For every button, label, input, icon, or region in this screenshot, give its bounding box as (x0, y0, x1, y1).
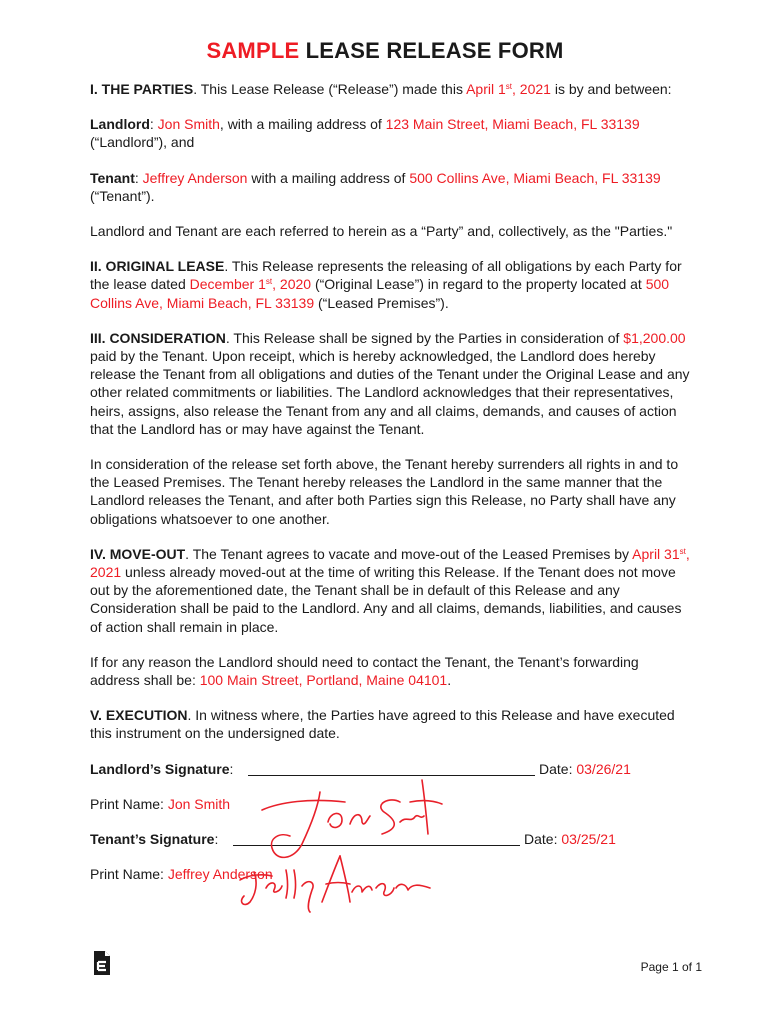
page-number: Page 1 of 1 (640, 960, 702, 974)
body-text: (“Original Lease”) in regard to the property located at (311, 276, 646, 293)
date-day: December 1 (189, 276, 266, 293)
date-year: , 2020 (272, 276, 312, 293)
party-definition: Landlord and Tenant are each referred to herein as a “Party” and, collectively, as the "Parties." (90, 223, 673, 240)
signature-stroke (326, 883, 350, 885)
tenant-name: Jeffrey Anderson (142, 169, 248, 186)
signature-stroke (410, 801, 442, 804)
date-suffix: st (265, 277, 273, 287)
section-heading: IV. MOVE-OUT (90, 545, 186, 562)
leased-premises-address: 500 Collins Ave, Miami Beach, FL 33139 (90, 276, 670, 311)
date-label: Date: (524, 830, 562, 847)
section-heading: V. EXECUTION (90, 707, 188, 724)
signature-stroke (422, 780, 428, 834)
print-name-label: Print Name: (90, 865, 168, 882)
body-text: . (447, 672, 452, 689)
tenant-signature-label: Tenant’s Signature (90, 830, 215, 847)
landlord-name: Jon Smith (157, 116, 220, 133)
signature-stroke (286, 870, 288, 898)
lease-date (190, 276, 311, 292)
body-text: unless already moved-out at the time of writing this Release. If the Tenant does not move out by the aforementioned date, the Tenant shall be in default of this Release and any Consideration shall be paid to the Landlord. Any and all claims, demands, liabilities, and causes of action shall remain in place. (90, 564, 682, 635)
landlord-clause (90, 115, 690, 151)
signature-stroke (396, 884, 430, 890)
body-text: paid by the Tenant. Upon receipt, which is hereby acknowledged, the Landlord does hereby release the Tenant from all obligations and duties of the Tenant under the Original Lease and any other related commitments or liabilities. The Landlord acknowledges that their representatives, heirs, assigns, also release the Tenant from any and all claims, demands, and causes of action that the Landlord has or may have against the Tenant. (90, 348, 690, 437)
body-text: . This Release represents the releasing of all obligations by each Party for the lease dated (90, 258, 682, 293)
signature-stroke (302, 882, 313, 912)
landlord-address: 123 Main Street, Miami Beach, FL 33139 (385, 116, 640, 133)
section-move-out (90, 545, 690, 636)
section-original-lease (90, 257, 690, 312)
colon: : (229, 760, 234, 777)
body-text: . The Tenant agrees to vacate and move-out of the Leased Premises by (185, 545, 633, 562)
body-text: (“Leased Premises”). (314, 294, 449, 311)
forwarding-address-paragraph (90, 653, 690, 689)
signature-stroke (328, 813, 342, 827)
body-text: . This Release shall be signed by the Parties in consideration of (225, 329, 624, 346)
tenant-address: 500 Collins Ave, Miami Beach, FL 33139 (409, 169, 661, 186)
signature-stroke (381, 800, 400, 834)
section-heading: I. THE PARTIES (90, 81, 194, 97)
date-suffix: st (679, 546, 686, 556)
document-logo-icon (92, 950, 112, 976)
body-text: with a mailing address of (247, 169, 410, 186)
signature-stroke (400, 816, 424, 822)
body-text: , with a mailing address of (219, 116, 386, 133)
date-suffix: st (505, 82, 512, 91)
signature-stroke (340, 856, 350, 902)
signature-stroke (350, 815, 370, 824)
forwarding-address: 100 Main Street, Portland, Maine 04101 (199, 672, 448, 689)
tenant-label: Tenant (90, 169, 135, 186)
section-heading: III. CONSIDERATION (90, 329, 226, 346)
date-year: , 2021 (512, 81, 551, 97)
body-text: . In witness where, the Parties have agreed to this Release and have executed this instrument on the undersigned date. (90, 707, 675, 742)
date-value: 03/25/21 (561, 830, 616, 847)
body-text: is by and between: (550, 81, 672, 97)
signature-stroke (266, 883, 282, 892)
section-heading: II. ORIGINAL LEASE (90, 258, 225, 275)
tenant-clause (90, 169, 690, 205)
body-text: (“Tenant”). (90, 187, 155, 204)
landlord-label: Landlord (90, 116, 150, 133)
tenant-handwritten-signature (236, 852, 436, 917)
landlord-date (539, 760, 631, 778)
consideration-paragraph-2: In consideration of the release set forth above, the Tenant hereby surrenders all rights in and to the Leased Premises. The Tenant hereby releases the Landlord in the same manner that the Landlord releases the Tenant, and after both Parties sign this Release, no Party shall have any obligations whatsoever to one another. (90, 456, 679, 527)
print-name-label: Print Name: (90, 795, 168, 812)
signature-stroke (262, 800, 345, 810)
date-day: April 1 (466, 81, 506, 97)
signature-stroke (376, 884, 394, 896)
body-text: If for any reason the Landlord should need to contact the Tenant, the Tenant’s forwarding address shall be: (90, 653, 639, 689)
title-rest: LEASE RELEASE FORM (299, 38, 564, 63)
colon: : (149, 116, 158, 133)
date-label: Date: (539, 760, 577, 777)
colon: : (134, 169, 143, 186)
colon: : (214, 830, 219, 847)
signature-stroke (352, 886, 372, 892)
body-text: (“Landlord”), and (90, 134, 195, 151)
print-name-value: Jon Smith (167, 795, 231, 812)
section-parties (90, 80, 690, 98)
landlord-signature-label: Landlord’s Signature (90, 760, 230, 777)
tenant-date (524, 830, 616, 848)
date-year: , 2021 (90, 545, 690, 581)
date-day: April 31 (632, 545, 680, 562)
signature-stroke (322, 856, 340, 902)
title-highlight: SAMPLE (206, 38, 300, 63)
release-date (466, 81, 551, 97)
signature-stroke (294, 870, 296, 898)
body-text: . This Lease Release (“Release”) made this (193, 81, 467, 97)
date-value: 03/26/21 (576, 760, 631, 777)
section-consideration (90, 329, 690, 438)
page-title (0, 38, 770, 64)
section-execution (90, 706, 690, 742)
print-name-value: Jeffrey Anderson (167, 865, 273, 882)
consideration-amount: $1,200.00 (623, 329, 686, 346)
